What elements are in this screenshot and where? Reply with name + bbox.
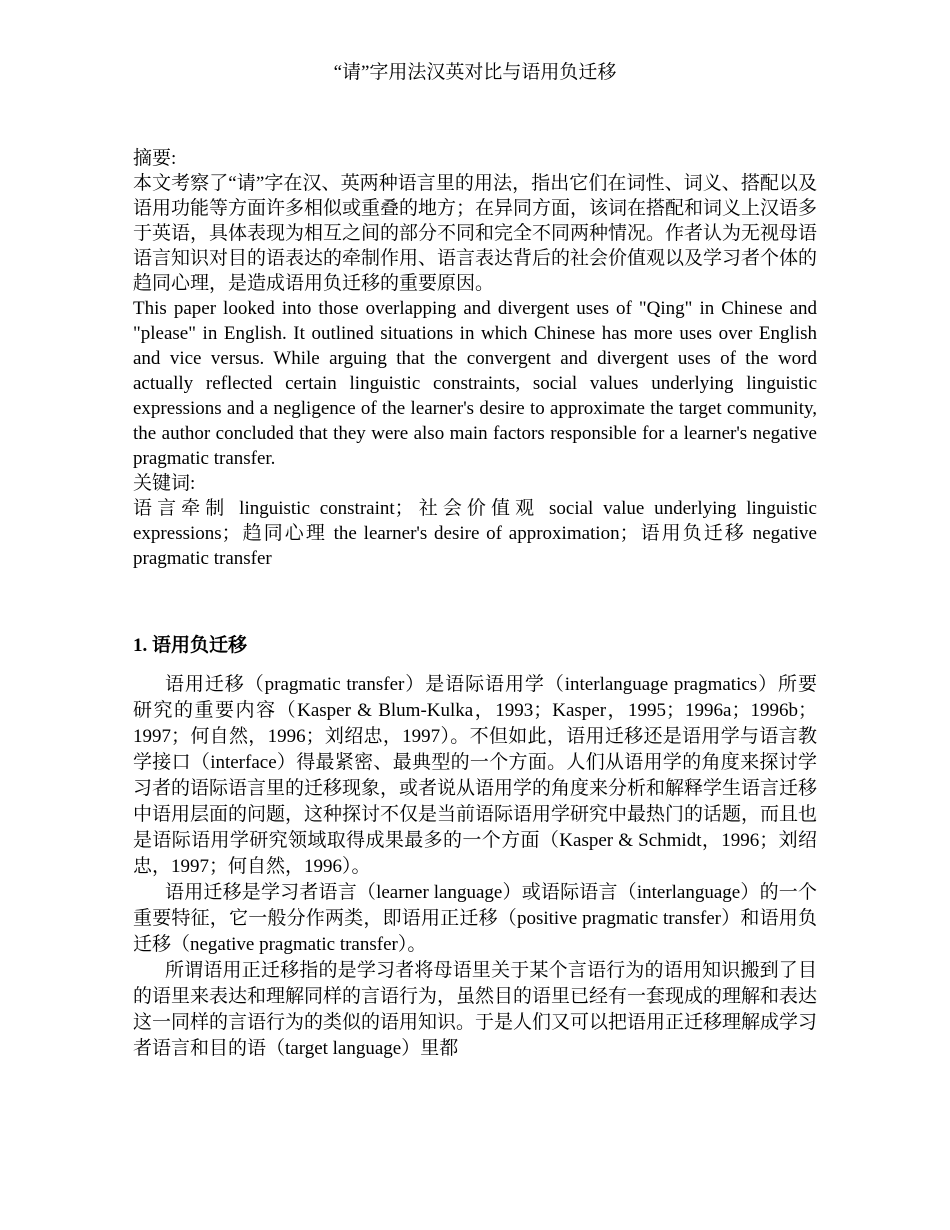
section-spacer	[133, 658, 817, 672]
document-title: “请”字用法汉英对比与语用负迁移	[333, 62, 617, 83]
abstract-section	[133, 146, 817, 571]
keywords-text: 语言牵制 linguistic constraint；社会价值观 social value underlying linguistic expressions；趋同心理 the learner's desire of approximation；语用负迁移 negative pragmatic transfer	[133, 498, 817, 569]
keywords-label: 关键词:	[133, 473, 196, 494]
abstract-chinese: 本文考察了“请”字在汉、英两种语言里的用法，指出它们在词性、词义、搭配以及语用功能等方面许多相似或重叠的地方；在异同方面，该词在搭配和词义上汉语多于英语，具体表现为相互之间的部分不同和完全不同两种情况。作者认为无视母语语言知识对目的语表达的牵制作用、语言表达背后的社会价值观以及学习者个体的趋同心理，是造成语用负迁移的重要原因。	[133, 173, 818, 294]
section-1	[133, 633, 817, 1062]
body-paragraph-2: 语用迁移是学习者语言（learner language）或语际语言（interlanguage）的一个重要特征，它一般分作两类，即语用正迁移（positive pragmatic transfer）和语用负迁移（negative pragmatic transfer）。	[133, 882, 817, 955]
section-heading: 1. 语用负迁移	[133, 635, 248, 656]
abstract-label: 摘要:	[133, 148, 177, 169]
body-paragraph-3: 所谓语用正迁移指的是学习者将母语里关于某个言语行为的语用知识搬到了目的语里来表达和理解同样的言语行为，虽然目的语里已经有一套现成的理解和表达这一同样的言语行为的类似的语用知识。于是人们又可以把语用正迁移理解成学习者语言和目的语（target language）里都	[133, 960, 818, 1059]
document-content	[133, 146, 817, 1062]
body-paragraph-1: 语用迁移（pragmatic transfer）是语际语用学（interlanguage pragmatics）所要研究的重要内容（Kasper & Blum-Kulka，1993；Kasper，1995；1996a；1996b；1997；何自然，1996；刘绍忠，1997）。不但如此，语用迁移还是语用学与语言教学接口（interface）得最紧密、最典型的一个方面。人们从语用学的角度来探讨学习者的语际语言里的迁移现象，或者说从语用学的角度来分析和解释学生语言迁移中语用层面的问题，这种探讨不仅是当前语际语用学研究中最热门的话题，而且也是语际语用学研究领域取得成果最多的一个方面（Kasper & Schmidt，1996；刘绍忠，1997；何自然，1996）。	[133, 674, 818, 877]
abstract-english: This paper looked into those overlapping and divergent uses of "Qing" in Chinese and "please" in English. It outlined situations in which Chinese has more uses over English and vice versus. While arguing that the convergent and divergent uses of the word actually reflected certain linguistic constraints, social values underlying linguistic expressions and a negligence of the learner's desire to approximate the target community, the author concluded that they were also main factors responsible for a learner's negative pragmatic transfer.	[133, 298, 817, 469]
